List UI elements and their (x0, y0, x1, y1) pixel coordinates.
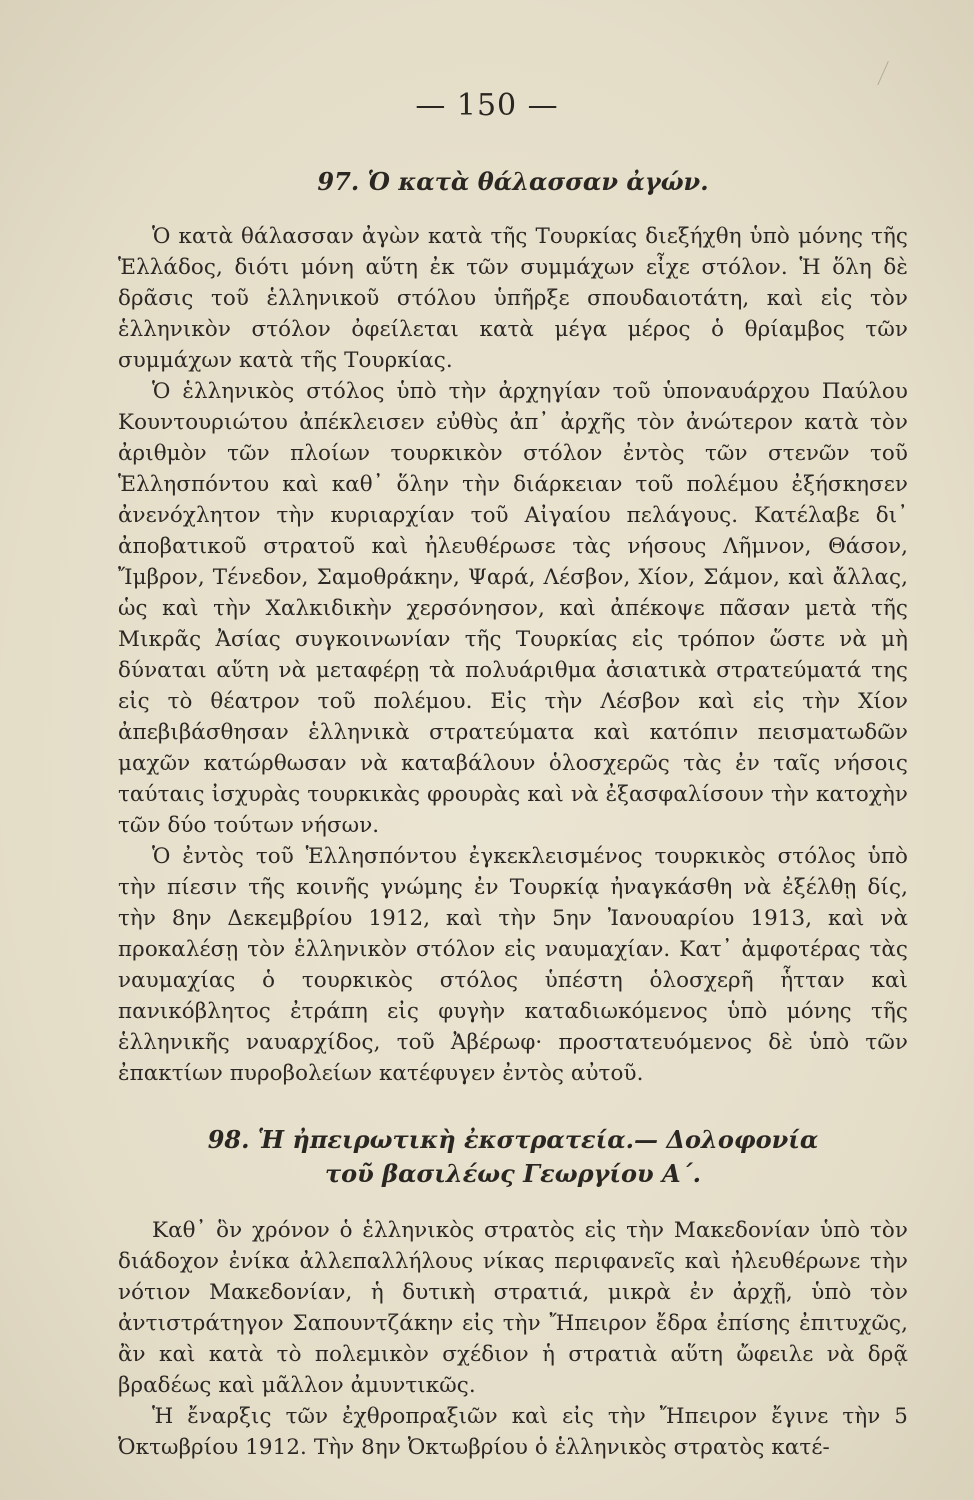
page-number: — 150 — (415, 88, 559, 123)
section-97-heading-text: 97. Ὁ κατὰ θάλασσαν ἀγών. (317, 167, 709, 196)
spacer (118, 1191, 908, 1215)
section-98-heading-line-2: τοῦ βασιλέως Γεωργίου Α΄. (324, 1159, 701, 1188)
paragraph: Ὁ κατὰ θάλασσαν ἀγὼν κατὰ τῆς Τουρκίας διεξήχθη ὑπὸ μόνης τῆς Ἑλλάδος, διότι μόνη αὕτη ἐκ τῶν συμμάχων εἶχε στόλον. Ἡ ὅλη δὲ δρᾶσις τοῦ ἑλληνικοῦ στόλου ὑπῆρξε σπουδαιοτάτη, καὶ εἰς τὸν ἑλληνικὸν στόλον ὀφείλεται κατὰ μέγα μέρος ὁ θρίαμβος τῶν συμμάχων κατὰ τῆς Τουρκίας. (118, 224, 908, 373)
paragraph: Καθ᾿ ὃν χρόνον ὁ ἑλληνικὸς στρατὸς εἰς τὴν Μακεδονίαν ὑπὸ τὸν διάδοχον ἐνίκα ἀλλεπαλλήλους νίκας περιφανεῖς καὶ ἠλευθέρωνε τὴν νότιον Μακεδονίαν, ἡ δυτικὴ στρατιά, μικρὰ ἐν ἀρχῇ, ὑπὸ τὸν ἀντιστράτηγον Σαπουντζάκην εἰς τὴν Ἤπειρον ἔδρα ἐπίσης ἐπιτυχῶς, ἂν καὶ κατὰ τὸ πολεμικὸν σχέδιον ἡ στρατιὰ αὕτη ὤφειλε νὰ δρᾷ βραδέως καὶ μᾶλλον ἀμυντικῶς. (118, 1218, 908, 1398)
spacer (118, 199, 908, 221)
section-98-heading (118, 1123, 908, 1191)
section-98-heading-line-1: 98. Ἡ ἠπειρωτικὴ ἐκστρατεία.— Δολοφονία (207, 1125, 819, 1154)
pencil-mark (868, 57, 889, 85)
section-97-heading (118, 165, 908, 199)
paragraph: Ἡ ἔναρξις τῶν ἐχθροπραξιῶν καὶ εἰς τὴν Ἤπειρον ἔγινε τὴν 5 Ὀκτωβρίου 1912. Τὴν 8ην Ὀκτωβρίου ὁ ἑλληνικὸς στρατὸς κατέ- (118, 1404, 908, 1460)
paragraph: Ὁ ἐντὸς τοῦ Ἑλλησπόντου ἐγκεκλεισμένος τουρκικὸς στόλος ὑπὸ τὴν πίεσιν τῆς κοινῆς γνώμης ἐν Τουρκίᾳ ἠναγκάσθη νὰ ἐξέλθῃ δίς, τὴν 8ην Δεκεμβρίου 1912, καὶ τὴν 5ην Ἰανουαρίου 1913, καὶ νὰ προκαλέσῃ τὸν ἑλληνικὸν στόλον εἰς ναυμαχίαν. Κατ᾿ ἀμφοτέρας τὰς ναυμαχίας ὁ τουρκικὸς στόλος ὑπέστη ὁλοσχερῆ ἧτταν καὶ πανικόβλητος ἐτράπη εἰς φυγὴν καταδιωκόμενος ὑπὸ μόνης τῆς ἑλληνικῆς ναυαρχίδος, τοῦ Ἀβέρωφ· προστατευόμενος δὲ ὑπὸ τῶν ἐπακτίων πυροβολείων κατέφυγεν ἐντὸς αὐτοῦ. (118, 844, 908, 1086)
paragraph: Ὁ ἑλληνικὸς στόλος ὑπὸ τὴν ἀρχηγίαν τοῦ ὑποναυάρχου Παύλου Κουντουριώτου ἀπέκλεισεν εὐθὺς ἀπ᾿ ἀρχῆς τὸν ἀνώτερον κατὰ τὸν ἀριθμὸν τῶν πλοίων τουρκικὸν στόλον ἐντὸς τῶν στενῶν τοῦ Ἑλλησπόντου καὶ καθ᾿ ὅλην τὴν διάρκειαν τοῦ πολέμου ἐξήσκησεν ἀνενόχλητον τὴν κυριαρχίαν τοῦ Αἰγαίου πελάγους. Κατέλαβε δι᾿ ἀποβατικοῦ στρατοῦ καὶ ἠλευθέρωσε τὰς νήσους Λῆμνον, Θάσον, Ἴμβρον, Τένεδον, Σαμοθράκην, Ψαρά, Λέσβον, Χίον, Σάμον, καὶ ἄλλας, ὡς καὶ τὴν Χαλκιδικὴν χερσόνησον, καὶ ἀπέκοψε πᾶσαν μετὰ τῆς Μικρᾶς Ἀσίας συγκοινωνίαν τῆς Τουρκίας εἰς τρόπον ὥστε νὰ μὴ δύναται αὕτη νὰ μεταφέρῃ τὰ πολυάριθμα ἀσιατικὰ στρατεύματά της εἰς τὸ θέατρον τοῦ πολέμου. Εἰς τὴν Λέσβον καὶ εἰς τὴν Χίον ἀπεβιβάσθησαν ἑλληνικὰ στρατεύματα καὶ κατόπιν πεισματωδῶν μαχῶν κατώρθωσαν νὰ καταβάλουν ὁλοσχερῶς τὰς ἐν ταῖς νήσοις ταύταις ἰσχυρὰς τουρκικὰς φρουρὰς καὶ νὰ ἐξασφαλίσουν τὴν κατοχὴν τῶν δύο τούτων νήσων. (118, 379, 908, 838)
page-content (118, 165, 908, 1463)
spacer (118, 1089, 908, 1123)
